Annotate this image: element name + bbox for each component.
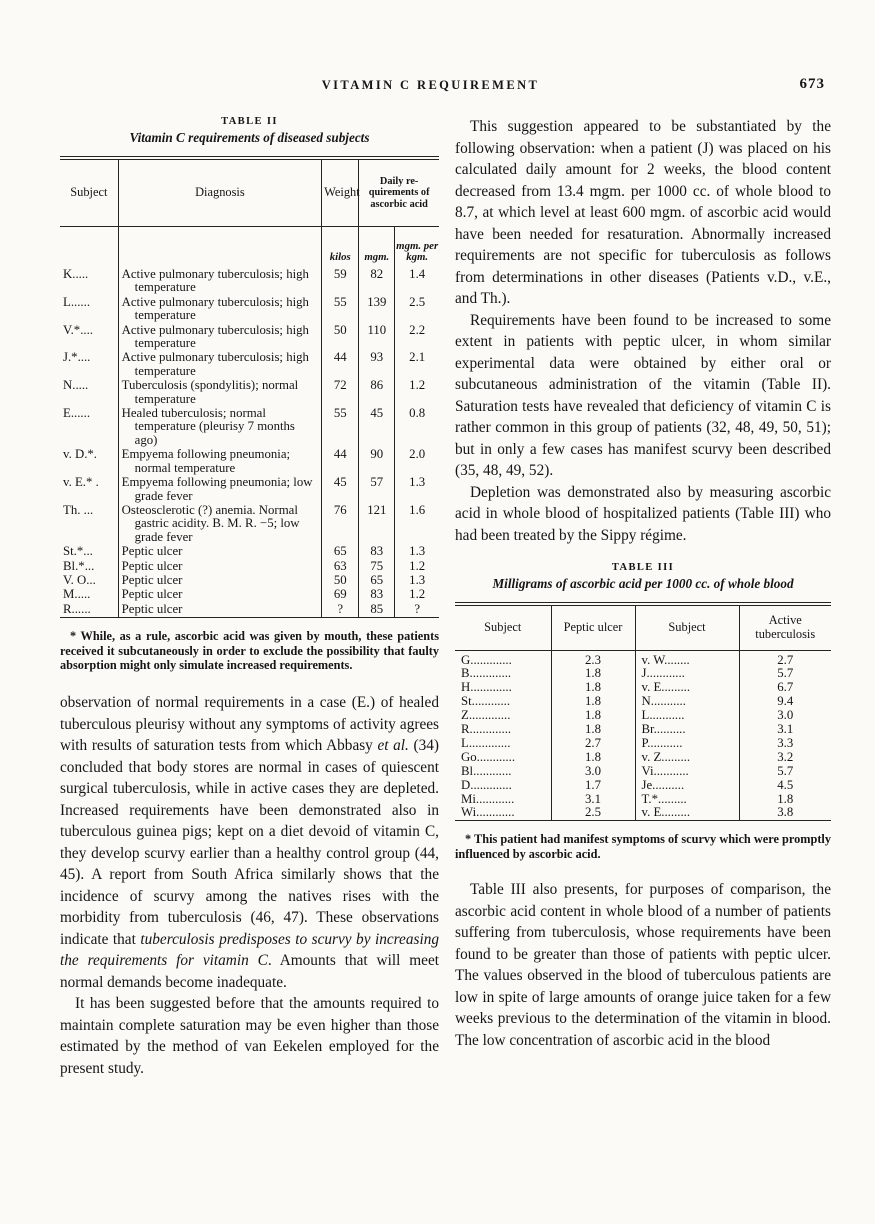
- peptic-ulcer-value-cell: 1.7: [551, 779, 635, 793]
- mgm-per-kgm-cell: 1.2: [395, 560, 439, 574]
- italic-emphasis: tuberculosis predisposes to scurvy by increasing the requirements for vitamin C: [60, 930, 439, 970]
- subject-cell-right: N...........: [635, 695, 739, 709]
- weight-kilos-cell: 45: [322, 476, 359, 504]
- units-empty-diagnosis: [118, 226, 322, 266]
- subject-cell-right: J............: [635, 667, 739, 681]
- mgm-cell: 93: [359, 351, 395, 379]
- table-3: [455, 606, 831, 820]
- subject-cell: J.*....: [63, 351, 91, 365]
- subject-cell: M.....: [63, 588, 91, 602]
- subject-cell-right: P...........: [635, 737, 739, 751]
- tuberculosis-value-cell: 4.5: [739, 779, 831, 793]
- table-3-row: [455, 806, 831, 820]
- mgm-per-kgm-cell: 1.6: [395, 504, 439, 545]
- paragraph-text: observation of normal requirements in a case (E.) of healed tuberculous pleurisy without any symptoms of activity agrees with results of saturation tests from which Abbasy: [60, 694, 439, 755]
- diagnosis-cell: Healed tuberculosis; normal temperature (pleurisy 7 months ago): [118, 407, 322, 448]
- table-2-row: [60, 560, 439, 574]
- table-2-footnote: * While, as a rule, ascorbic acid was given by mouth, these patients received it subcutaneously in order to exclude the possibility that faulty absorption might only simulate increased requirements.: [60, 629, 439, 672]
- subject-cell: V.*....: [63, 323, 93, 337]
- paragraph-text: (34) concluded that body stores are normal in cases of quiescent surgical tuberculosis, while in active cases they are depleted. Increased requirements have been demonstrated also in tuberculous guinea pigs; kept on a diet devoid of vitamin C, they develop scurvy earlier than a healthy control group (44, 45). A report from South Africa similarly shows that the incidence of scurvy among the natives rises with the morbidity from tuberculosis (46, 47). These observations indicate that: [60, 737, 440, 948]
- diagnosis-cell: Active pulmonary tuberculosis; high temperature: [118, 296, 322, 324]
- col-header-active-tuberculosis: Active tuberculosis: [739, 606, 831, 650]
- table-3-row: [455, 681, 831, 695]
- subject-cell-right: T.*.........: [635, 793, 739, 807]
- mgm-cell: 90: [359, 448, 395, 476]
- mgm-per-kgm-cell: 1.3: [395, 574, 439, 588]
- subject-cell: L......: [63, 295, 91, 309]
- tuberculosis-value-cell: 3.2: [739, 751, 831, 765]
- weight-kilos-cell: 55: [322, 296, 359, 324]
- peptic-ulcer-value-cell: 1.8: [551, 667, 635, 681]
- table-3-row: [455, 765, 831, 779]
- subject-cell-left: Bl............: [461, 764, 512, 778]
- diagnosis-cell: Peptic ulcer: [118, 603, 322, 617]
- weight-kilos-cell: ?: [322, 603, 359, 617]
- running-head-title: VITAMIN C REQUIREMENT: [321, 78, 540, 92]
- table-3-label: TABLE III: [611, 562, 675, 573]
- unit-kilos: kilos: [322, 226, 359, 266]
- mgm-cell: 83: [359, 545, 395, 559]
- table-2-row: [60, 296, 439, 324]
- peptic-ulcer-value-cell: 3.0: [551, 765, 635, 779]
- table-3-row: [455, 723, 831, 737]
- col-header-subject-left: Subject: [455, 606, 551, 650]
- subject-cell: St.*...: [63, 545, 93, 559]
- table-3-row: [455, 737, 831, 751]
- subject-cell-right: Vi...........: [635, 765, 739, 779]
- table-2-row: [60, 324, 439, 352]
- diagnosis-cell: Peptic ulcer: [118, 588, 322, 602]
- table-3-section: [455, 562, 831, 861]
- mgm-cell: 57: [359, 476, 395, 504]
- mgm-per-kgm-cell: 1.2: [395, 588, 439, 602]
- table-2-row: [60, 448, 439, 476]
- weight-kilos-cell: 63: [322, 560, 359, 574]
- diagnosis-cell: Empyema following pneumonia; low grade fever: [118, 476, 322, 504]
- mgm-per-kgm-cell: 2.0: [395, 448, 439, 476]
- subject-cell-right: v. W........: [635, 650, 739, 667]
- two-column-layout: [60, 116, 831, 1079]
- mgm-cell: 45: [359, 407, 395, 448]
- subject-cell-left: L.............: [461, 736, 511, 750]
- unit-mgm: mgm.: [359, 226, 395, 266]
- peptic-ulcer-value-cell: 1.8: [551, 751, 635, 765]
- diagnosis-cell: Peptic ulcer: [118, 560, 322, 574]
- mgm-cell: 75: [359, 560, 395, 574]
- peptic-ulcer-value-cell: 2.3: [551, 650, 635, 667]
- table-2-row: [60, 351, 439, 379]
- mgm-per-kgm-cell: 1.3: [395, 545, 439, 559]
- diagnosis-cell: Active pulmonary tuberculosis; high temperature: [118, 266, 322, 296]
- peptic-ulcer-value-cell: 1.8: [551, 723, 635, 737]
- subject-cell-left: G.............: [461, 652, 512, 667]
- weight-kilos-cell: 50: [322, 324, 359, 352]
- mgm-cell: 121: [359, 504, 395, 545]
- table-3-row: [455, 709, 831, 723]
- right-paragraph-2: Requirements have been found to be increased to some extent in patients with peptic ulcer, in whom similar experimental data were obtained by either oral or subcutaneous administration of the vitamin (Table II). Saturation tests have revealed that deficiency of vitamin C is rather common in this group of patients (32, 48, 49, 50, 51); but in only a few cases has manifest scurvy been described (35, 48, 49, 52).: [455, 311, 831, 479]
- mgm-cell: 139: [359, 296, 395, 324]
- tuberculosis-value-cell: 1.8: [739, 793, 831, 807]
- table-2-row: [60, 588, 439, 602]
- table-2-row: [60, 504, 439, 545]
- tuberculosis-value-cell: 2.7: [739, 650, 831, 667]
- mgm-cell: 85: [359, 603, 395, 617]
- subject-cell-left: R.............: [461, 723, 512, 737]
- col-header-daily-requirements: Daily re- quirements of ascorbic acid: [359, 160, 439, 226]
- tuberculosis-value-cell: 6.7: [739, 681, 831, 695]
- diagnosis-cell: Osteosclerotic (?) anemia. Normal gastric acidity. B. M. R. −5; low grade fever: [118, 504, 322, 545]
- table-2-header-row: [60, 160, 439, 226]
- left-column: [60, 116, 439, 1079]
- subject-cell: Bl.*...: [63, 559, 95, 573]
- peptic-ulcer-value-cell: 2.5: [551, 806, 635, 820]
- mgm-cell: 86: [359, 379, 395, 407]
- col-header-subject: Subject: [60, 160, 118, 226]
- mgm-cell: 65: [359, 574, 395, 588]
- weight-kilos-cell: 44: [322, 351, 359, 379]
- subject-cell: v. D.*.: [63, 448, 98, 462]
- table-3-footnote: * This patient had manifest symptoms of scurvy which were promptly influenced by ascorbic acid.: [455, 832, 831, 861]
- subject-cell-left: Mi............: [461, 792, 515, 806]
- subject-cell: K.....: [63, 267, 89, 281]
- table-2-row: [60, 545, 439, 559]
- peptic-ulcer-value-cell: 2.7: [551, 737, 635, 751]
- table-2-row: [60, 379, 439, 407]
- weight-kilos-cell: 69: [322, 588, 359, 602]
- table-2-units-row: [60, 226, 439, 266]
- subject-cell: Th. ...: [63, 503, 94, 517]
- table-3-row: [455, 779, 831, 793]
- tuberculosis-value-cell: 3.8: [739, 806, 831, 820]
- mgm-cell: 110: [359, 324, 395, 352]
- table-3-frame: [455, 602, 831, 821]
- col-header-diagnosis: Diagnosis: [118, 160, 322, 226]
- table-3-row: [455, 667, 831, 681]
- running-header: [60, 78, 831, 98]
- diagnosis-cell: Peptic ulcer: [118, 574, 322, 588]
- weight-kilos-cell: 65: [322, 545, 359, 559]
- table-3-row: [455, 695, 831, 709]
- subject-cell: R......: [63, 602, 91, 616]
- table-2-row: [60, 574, 439, 588]
- tuberculosis-value-cell: 3.0: [739, 709, 831, 723]
- subject-cell-right: Je..........: [635, 779, 739, 793]
- subject-cell-left: Go............: [461, 750, 516, 764]
- table-3-row: [455, 650, 831, 667]
- subject-cell-left: Z.............: [461, 709, 511, 723]
- table-2: [60, 160, 439, 617]
- subject-cell: v. E.* .: [63, 476, 99, 490]
- col-header-subject-right: Subject: [635, 606, 739, 650]
- col-header-peptic-ulcer: Peptic ulcer: [551, 606, 635, 650]
- diagnosis-cell: Active pulmonary tuberculosis; high temperature: [118, 351, 322, 379]
- mgm-per-kgm-cell: 2.5: [395, 296, 439, 324]
- subject-cell-right: L...........: [635, 709, 739, 723]
- table-3-header-row: [455, 606, 831, 650]
- tuberculosis-value-cell: 5.7: [739, 667, 831, 681]
- subject-cell: E......: [63, 407, 91, 421]
- mgm-cell: 83: [359, 588, 395, 602]
- col-header-weight: Weight: [322, 160, 359, 226]
- subject-cell: V. O...: [63, 573, 96, 587]
- italic-citation: et al.: [377, 737, 409, 755]
- tuberculosis-value-cell: 3.1: [739, 723, 831, 737]
- right-column: [455, 116, 831, 1079]
- weight-kilos-cell: 59: [322, 266, 359, 296]
- unit-mgm-per-kgm: mgm. per kgm.: [395, 226, 439, 266]
- right-paragraph-1: This suggestion appeared to be substantiated by the following observation: when a patient (J) was placed on his calculated daily amount for 2 weeks, the blood content decreased from 13.4 mgm. per 1000 cc. of whole blood to 8.7, at which level at least 600 mgm. of ascorbic acid would have been needed for resaturation. Abnormally increased requirements are not specific for tuberculosis as follows from determinations in other diseases (Patients v.D., v.E., and Th.).: [455, 118, 831, 307]
- subject-cell-right: v. Z.........: [635, 751, 739, 765]
- weight-kilos-cell: 44: [322, 448, 359, 476]
- mgm-per-kgm-cell: 2.1: [395, 351, 439, 379]
- subject-cell-right: v. E.........: [635, 806, 739, 820]
- subject-cell-left: Wi............: [461, 806, 515, 820]
- diagnosis-cell: Empyema following pneumonia; normal temperature: [118, 448, 322, 476]
- weight-kilos-cell: 76: [322, 504, 359, 545]
- table-2-row: [60, 407, 439, 448]
- peptic-ulcer-value-cell: 3.1: [551, 793, 635, 807]
- subject-cell-right: Br..........: [635, 723, 739, 737]
- mgm-per-kgm-cell: 2.2: [395, 324, 439, 352]
- tuberculosis-value-cell: 3.3: [739, 737, 831, 751]
- table-2-section: [60, 116, 439, 672]
- tuberculosis-value-cell: 9.4: [739, 695, 831, 709]
- mgm-per-kgm-cell: 1.4: [395, 266, 439, 296]
- peptic-ulcer-value-cell: 1.8: [551, 695, 635, 709]
- table-2-row: [60, 603, 439, 617]
- subject-cell-left: H.............: [461, 681, 512, 695]
- table-3-row: [455, 793, 831, 807]
- right-paragraph-3: Depletion was demonstrated also by measuring ascorbic acid in whole blood of hospitalized patients (Table III) who had been treated by the Sippy régime.: [455, 483, 831, 544]
- paragraph-text: . Amounts that will meet normal demands become inadequate.: [60, 952, 439, 991]
- diagnosis-cell: Active pulmonary tuberculosis; high temperature: [118, 324, 322, 352]
- weight-kilos-cell: 50: [322, 574, 359, 588]
- mgm-cell: 82: [359, 266, 395, 296]
- table-2-row: [60, 476, 439, 504]
- table-2-frame: [60, 156, 439, 618]
- diagnosis-cell: Tuberculosis (spondylitis); normal temperature: [118, 379, 322, 407]
- page-number: 673: [799, 76, 825, 92]
- mgm-per-kgm-cell: 1.2: [395, 379, 439, 407]
- subject-cell-right: v. E.........: [635, 681, 739, 695]
- tuberculosis-value-cell: 5.7: [739, 765, 831, 779]
- left-paragraph-2: It has been suggested before that the amounts required to maintain complete saturation may be even higher than those estimated by the method of van Eekelen employed for the present study.: [60, 995, 439, 1077]
- table-2-caption: Vitamin C requirements of diseased subjects: [129, 130, 370, 145]
- units-empty-subject: [60, 226, 118, 266]
- subject-cell-left: B.............: [461, 667, 512, 681]
- table-3-caption: Milligrams of ascorbic acid per 1000 cc. of whole blood: [492, 576, 794, 591]
- peptic-ulcer-value-cell: 1.8: [551, 709, 635, 723]
- table-2-label: TABLE II: [221, 116, 278, 127]
- mgm-per-kgm-cell: ?: [395, 603, 439, 617]
- mgm-per-kgm-cell: 1.3: [395, 476, 439, 504]
- diagnosis-cell: Peptic ulcer: [118, 545, 322, 559]
- subject-cell-left: St............: [461, 695, 511, 709]
- table-2-row: [60, 266, 439, 296]
- left-paragraph-1: [60, 692, 439, 993]
- weight-kilos-cell: 55: [322, 407, 359, 448]
- right-paragraph-4: Table III also presents, for purposes of comparison, the ascorbic acid content in whole blood of a number of patients suffering from tuberculosis, whose requirements have been found to be greater than those of patients with peptic ulcer. The values observed in the blood of tuberculous patients are low in spite of large amounts of orange juice taken for a few weeks previous to the determination of the vitamin in blood. The low concentration of ascorbic acid in the blood: [455, 881, 831, 1049]
- subject-cell: N.....: [63, 379, 89, 393]
- mgm-per-kgm-cell: 0.8: [395, 407, 439, 448]
- table-3-row: [455, 751, 831, 765]
- subject-cell-left: D.............: [461, 778, 512, 792]
- weight-kilos-cell: 72: [322, 379, 359, 407]
- peptic-ulcer-value-cell: 1.8: [551, 681, 635, 695]
